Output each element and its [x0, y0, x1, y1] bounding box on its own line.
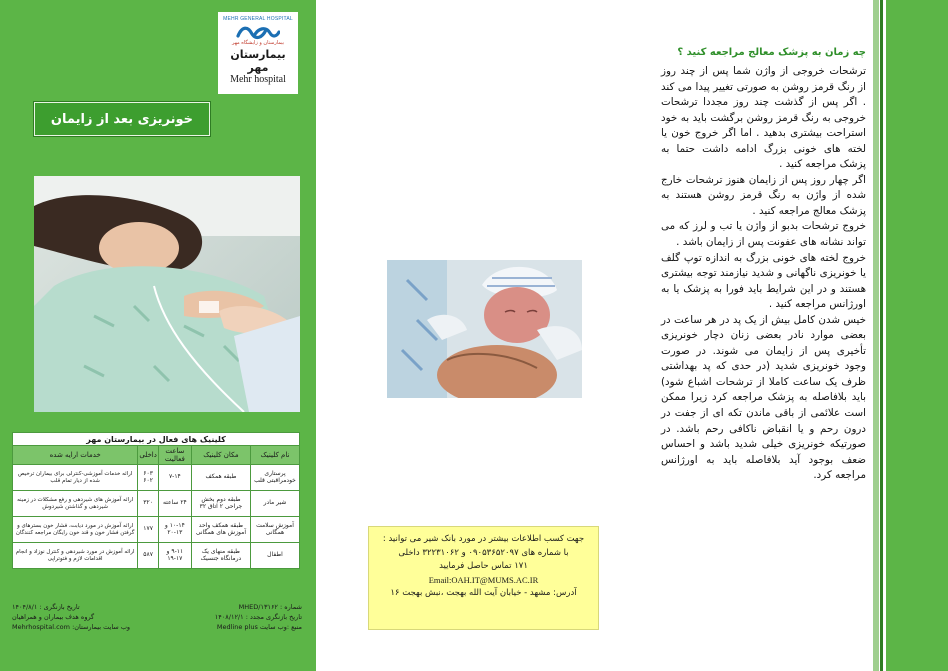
clinic-col-extension: داخلی — [138, 446, 159, 465]
table-cell: ارائه آموزش در مورد دیابت، فشار خون بسترهای و گرفتن فشار خون و قند خون رایگان مراجعه کنندگان — [13, 517, 138, 543]
source-reference: منبع :وب سایت Medline plus — [216, 623, 302, 631]
table-cell: شیر مادر — [251, 491, 300, 517]
contact-info-box — [368, 526, 599, 630]
clinic-col-services: خدمات ارایه شده — [13, 446, 138, 465]
logo-wave-icon — [236, 24, 280, 40]
table-cell: آموزش سلامت همگانی — [251, 517, 300, 543]
table-row — [13, 543, 300, 569]
table-cell: ۲۴ ساعته — [158, 491, 191, 517]
table-cell: ۵۸۷ — [138, 543, 159, 569]
hospital-name-en: Mehr hospital — [230, 74, 286, 85]
clinic-table-caption: کلینیک های فعال در بیمارستان مهر — [13, 433, 300, 446]
clinic-table — [12, 432, 300, 569]
hospital-logo — [218, 12, 298, 94]
contact-email: Email:OAH.IT@MUMS.AC.IR — [428, 574, 539, 585]
table-cell: طبقه منهای یک درمانگاه جنسیک — [191, 543, 250, 569]
newborn-photo — [387, 260, 582, 398]
article-paragraph: خروج لخته های خونی بزرگ به اندازه توپ گلف یا خونریزی ناگهانی و شدید نیازمند توجه بیشتری هستند و در این شرایط باید فورا به پزشک یا به اورژانس مراجعه کنید . — [661, 251, 866, 311]
next-review-date: تاریخ بازنگری مجدد : ۱۴۰۸/۱۲/۱ — [214, 613, 302, 621]
table-row — [13, 517, 300, 543]
table-cell: پرستاری خودمراقبتی قلب — [251, 465, 300, 491]
decorative-stripe — [873, 0, 879, 671]
clinic-col-location: مکان کلینیک — [191, 446, 250, 465]
target-audience: گروه هدف بیماران و همراهیان — [12, 613, 95, 621]
article-paragraph: اگر چهار روز پس از زایمان هنوز ترشحات خارج شده از واژن به رنگ قرمز روشن هستند به پزشک معالج مراجعه کنید . — [661, 173, 866, 217]
article-body — [661, 64, 866, 484]
mother-patient-photo — [34, 176, 300, 412]
contact-address: آدرس: مشهد - خیابان آیت الله بهجت ،نبش بهجت ۱۶ — [390, 588, 577, 598]
brochure-title: خونریزی بعد از زایمان — [50, 111, 194, 127]
contact-phones: با شماره های ۰۹۰۵۳۶۵۲۰۹۷ و ۳۲۲۳۱۰۶۲ داخلی — [398, 547, 569, 558]
table-cell: اطفال — [251, 543, 300, 569]
clinic-col-hours: ساعت فعالیت — [158, 446, 191, 465]
table-cell: ۹-۱۱ و ۱۷-۱۹ — [158, 543, 191, 569]
table-cell: ۷-۱۴ — [158, 465, 191, 491]
right-green-border — [886, 0, 948, 671]
mother-photo-illustration — [34, 176, 300, 412]
table-cell: ارائه آموزش های شیردهی و رفع مشکلات در زمینه شیردهی و گذاشتن شیردوش — [13, 491, 138, 517]
table-cell: طبقه همکف — [191, 465, 250, 491]
article-column — [661, 46, 866, 484]
hospital-website: وب سایت بیمارستان: Mehrhospital.com — [12, 623, 131, 631]
contact-intro: جهت کسب اطلاعات بیشتر در مورد بانک شیر می توانید : — [382, 534, 585, 544]
table-cell: ۶۰۳ ۶۰۲ — [138, 465, 159, 491]
document-meta — [12, 602, 302, 632]
table-cell: ارائه خدمات آموزشی-کنترلی برای بیماران ترخیص شده از دیار تمام قلب — [13, 465, 138, 491]
back-panel — [0, 0, 316, 671]
contact-extension: ۱۷۱ تماس حاصل فرمایید — [439, 561, 528, 571]
hospital-name-fa: بیمارستان مهر — [230, 48, 286, 74]
table-cell: طبقه دوم بخش جراحی ۲ اتاق ۳۲ — [191, 491, 250, 517]
logo-en-small: MEHR GENERAL HOSPITAL — [223, 16, 293, 22]
table-row — [13, 465, 300, 491]
newborn-photo-illustration — [387, 260, 582, 398]
article-paragraph: ترشحات خروجی از واژن شما پس از چند روز از رنگ قرمز روشن به صورتی تغییر پیدا می کند . اگر پس از گذشت چند روز مجددا ترشحات خروجی به رنگ قرمز روشن برگشت باید به خود استراحت بیشتری بدهید . اما اگر خروج خون یا لخته های خونی بزرگ ادامه داشت حتما به پزشک مراجعه کنید . — [661, 65, 866, 171]
review-date: تاریخ بازنگری : ۱۴۰۴/۸/۱ — [12, 603, 80, 611]
brochure-title-banner — [34, 102, 210, 136]
article-question: چه زمان به پزشک معالج مراجعه کنید ؟ — [677, 47, 866, 58]
table-cell: ۱۰-۱۴ و ۱۳-۲۰ — [158, 517, 191, 543]
table-cell: طبقه همکف واحد آموزش های همگانی — [191, 517, 250, 543]
table-cell: ارائه آموزش در مورد شیردهی و کنترل نوزاد و انجام اقدامات لازم و فتوتراپی — [13, 543, 138, 569]
logo-fa-small: بیمارستان و زایشگاه مهر — [231, 40, 285, 46]
doc-code: شماره : MHED/۱۳۱۶۲ — [238, 603, 302, 611]
decorative-stripe — [880, 0, 883, 671]
table-cell: ۳۲۰ — [138, 491, 159, 517]
clinic-col-name: نام کلینیک — [251, 446, 300, 465]
article-paragraph: خیس شدن کامل بیش از یک پد در هر ساعت در بعضی موارد نادر بعضی زنان دچار خونریزی تأخیری پس از زایمان می شوند. در صورت وجود خونریزی شدید (در حدی که پد بهداشتی ظرف یک ساعت کاملا از ترشحات اشباع شود) باید بلافاصله به پزشک مراجعه کرد زیرا ممکن است علائمی از باقی ماندن تکه ای از جفت در درون رحم و یا انقباض ناکافی رحم باشد. در صورتیکه خونریزی خیلی شدید باشد و احساس ضعف بوجود آید بلافاصله باید به اورژانس مراجعه کرد. — [661, 313, 866, 482]
article-paragraph: خروج ترشحات بدبو از واژن یا تب و لرز که می تواند نشانه های عفونت پس از زایمان باشد . — [661, 220, 866, 249]
table-row — [13, 491, 300, 517]
table-cell: ۱۷۷ — [138, 517, 159, 543]
